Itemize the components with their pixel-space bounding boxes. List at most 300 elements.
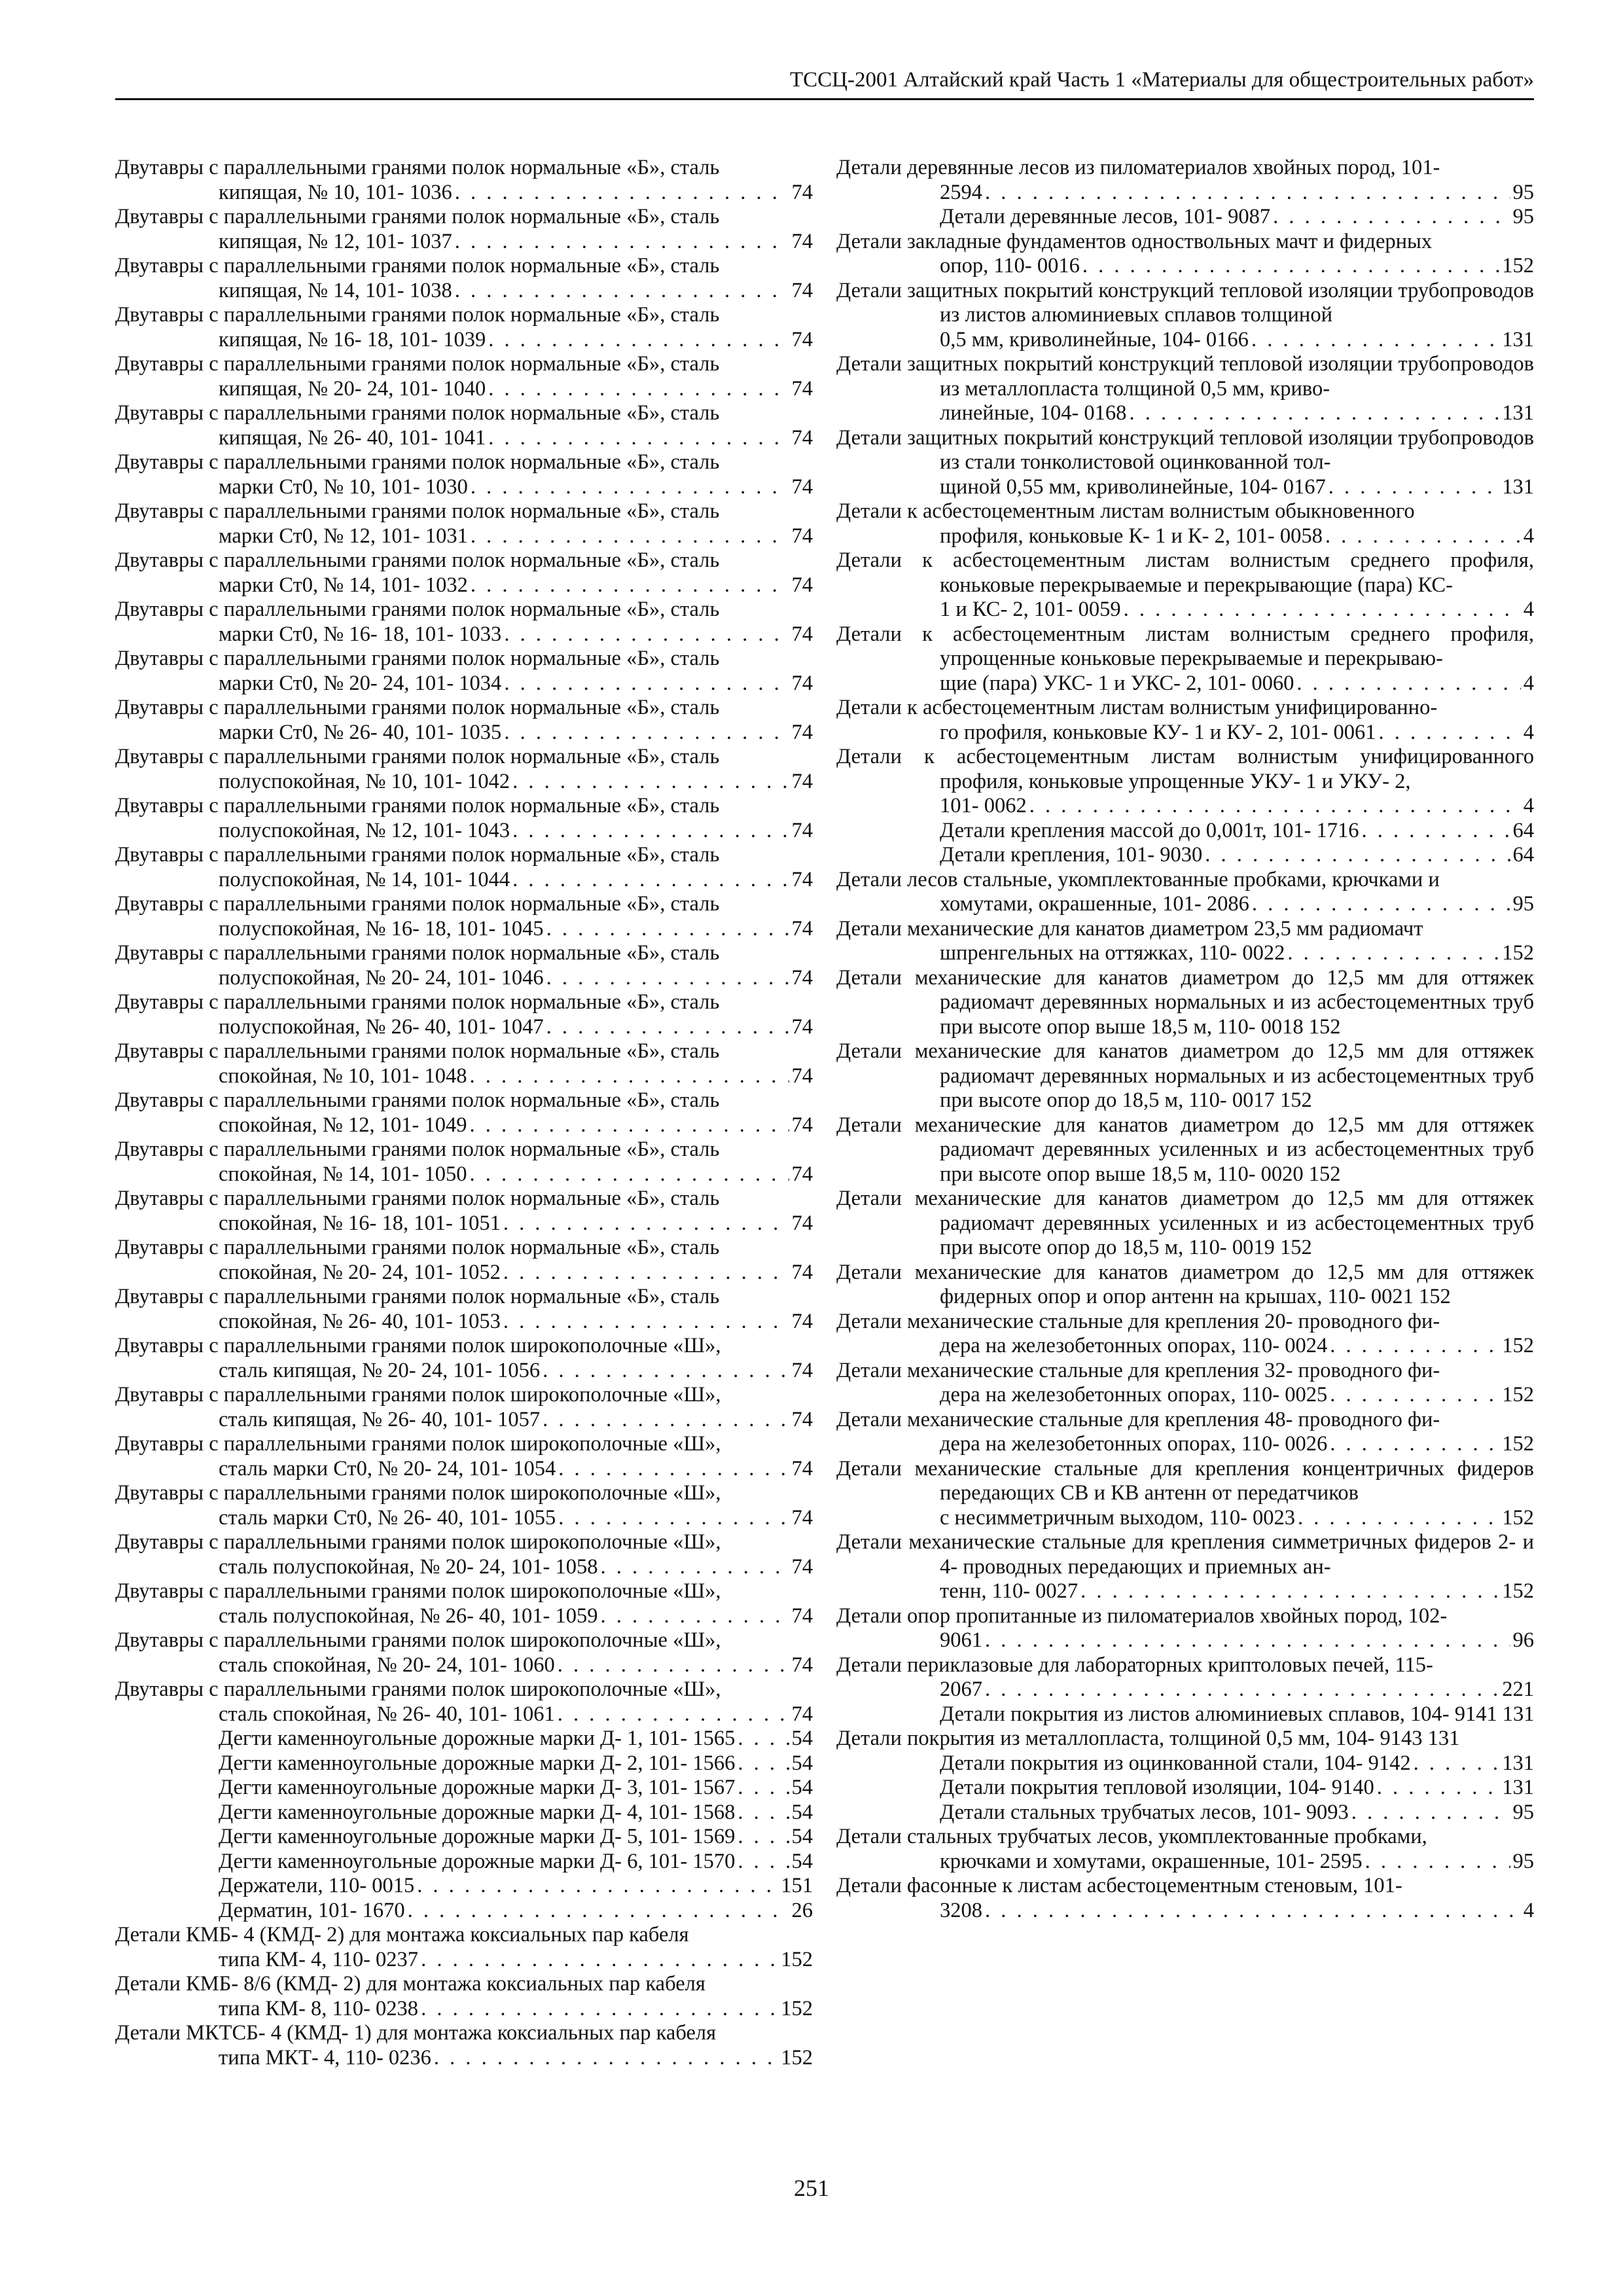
entry-text: Детали защитных покрытий конструкций тепловой изоляции трубопроводов из стали тонколистовой оцинкованной тол- [836, 425, 1534, 474]
entry-last-line: марки Ст0, № 10, 101- 1030 [219, 475, 468, 499]
entry-page-ref: 131 [1502, 327, 1534, 351]
entry-last-line: линейные, 104- 0168 [940, 401, 1127, 425]
entry-page-ref: 221 [1502, 1677, 1534, 1701]
entry-last-line: крючками и хомутами, окрашенные, 101- 2595 [940, 1849, 1363, 1873]
dot-leader [455, 230, 789, 255]
entry-page-ref: 74 [791, 1702, 813, 1726]
dot-leader [1252, 892, 1510, 917]
entry-leader-row [940, 475, 1534, 500]
dot-leader [1330, 1432, 1499, 1457]
dot-leader [600, 1555, 789, 1580]
entry-page-ref: 4 [1523, 524, 1534, 548]
entry-page-ref: 74 [791, 622, 813, 646]
index-entry [115, 941, 813, 990]
entry-leader-row [219, 1850, 813, 1874]
entry-text: Детали механические для канатов диаметром до 12,5 мм для оттяжек фидерных опор и опор антенн на крышах, 110- 0021 152 [836, 1260, 1534, 1308]
entry-last-line: спокойная, № 26- 40, 101- 1053 [219, 1309, 501, 1333]
index-entry [836, 1187, 1534, 1261]
index-entry [115, 1039, 813, 1088]
dot-leader [503, 1211, 789, 1236]
dot-leader [738, 1801, 789, 1825]
dot-leader [1273, 205, 1510, 230]
index-entry [115, 156, 813, 205]
dot-leader [558, 1506, 789, 1531]
entry-leader-row [940, 1801, 1534, 1825]
index-entry [115, 1677, 813, 1727]
entry-last-line: с несимметричным выходом, 110- 0023 [940, 1505, 1296, 1530]
entry-last-line: дера на железобетонных опорах, 110- 0026 [940, 1432, 1328, 1456]
entry-last-line: 9061 [940, 1628, 982, 1652]
entry-leader-row [219, 475, 813, 500]
entry-leader-row [940, 524, 1534, 549]
entry-page-ref: 152 [781, 1947, 813, 1971]
entry-last-line: полуспокойная, № 14, 101- 1044 [219, 867, 510, 891]
dot-leader [738, 1727, 789, 1751]
entry-leader-row [219, 524, 813, 549]
entry-last-line: спокойная, № 10, 101- 1048 [219, 1064, 467, 1088]
dot-leader [434, 2046, 778, 2071]
entry-leader-row [219, 1653, 813, 1678]
index-entry [115, 1825, 813, 1850]
dot-leader [1362, 819, 1510, 844]
entry-last-line: кипящая, № 26- 40, 101- 1041 [219, 425, 486, 450]
entry-last-line: шпренгельных на оттяжках, 110- 0022 [940, 941, 1285, 965]
entry-leader-row [219, 917, 813, 942]
entry-leader-row [219, 721, 813, 745]
entry-page-ref: 131 [1502, 1751, 1534, 1775]
index-entry [836, 1874, 1534, 1923]
entry-last-line: марки Ст0, № 26- 40, 101- 1035 [219, 720, 502, 744]
entry-text: Детали механические стальные для крепления 32- проводного фи- [836, 1358, 1440, 1382]
entry-last-line: дера на железобетонных опорах, 110- 0024 [940, 1334, 1328, 1357]
index-entry [115, 1236, 813, 1285]
dot-leader [1287, 941, 1499, 966]
dot-leader [738, 1825, 789, 1850]
dot-leader [1251, 328, 1499, 353]
index-entry [836, 1261, 1534, 1310]
entry-leader-row [940, 401, 1534, 426]
entry-text: Двутавры с параллельными гранями полок нормальные «Б», сталь [115, 941, 720, 965]
entry-last-line: спокойная, № 12, 101- 1049 [219, 1113, 467, 1137]
index-entry [836, 745, 1534, 819]
entry-text: Двутавры с параллельными гранями полок нормальные «Б», сталь [115, 303, 720, 327]
entry-page-ref: 64 [1512, 818, 1534, 842]
entry-leader-row [219, 1408, 813, 1433]
index-entry [115, 843, 813, 892]
index-entry [836, 1825, 1534, 1874]
entry-leader-row [940, 1850, 1534, 1874]
entry-text: Двутавры с параллельными гранями полок широкополочные «Ш», [115, 1432, 721, 1456]
entry-last-line: сталь кипящая, № 26- 40, 101- 1057 [219, 1407, 541, 1431]
entry-page-ref: 95 [1512, 1800, 1534, 1824]
entry-last-line: 3208 [940, 1898, 982, 1922]
index-entry [836, 230, 1534, 279]
entry-text: Двутавры с параллельными гранями полок нормальные «Б», сталь [115, 450, 720, 474]
index-entry [115, 1579, 813, 1628]
dot-leader [471, 524, 789, 549]
entry-page-ref: 54 [791, 1825, 813, 1848]
entry-leader-row [219, 2046, 813, 2071]
entry-text: Детали механические для канатов диаметром до 12,5 мм для оттяжек радиомачт деревянных нормальных и из асбестоцементных труб при высоте опор до 18,5 м, 110- 0017 152 [836, 1039, 1534, 1112]
index-entry [836, 1113, 1534, 1187]
dot-leader [1365, 1850, 1510, 1874]
entry-page-ref: 95 [1512, 1849, 1534, 1873]
entry-page-ref: 54 [791, 1751, 813, 1775]
entry-leader-row [219, 1825, 813, 1850]
entry-leader-row [219, 328, 813, 353]
index-entry [115, 1383, 813, 1432]
entry-text: Детали к асбестоцементным листам волнистым обыкновенного [836, 499, 1415, 523]
dot-leader [471, 573, 789, 598]
dot-leader [471, 475, 789, 500]
entry-text: Двутавры с параллельными гранями полок нормальные «Б», сталь [115, 794, 720, 817]
entry-last-line: спокойная, № 20- 24, 101- 1052 [219, 1260, 501, 1284]
dot-leader [504, 622, 789, 647]
entry-leader-row [940, 328, 1534, 353]
entry-last-line: спокойная, № 14, 101- 1050 [219, 1162, 467, 1186]
entry-last-line: полуспокойная, № 10, 101- 1042 [219, 769, 510, 793]
entry-page-ref: 4 [1523, 720, 1534, 744]
entry-page-ref: 74 [791, 229, 813, 253]
entry-leader-row [219, 1702, 813, 1727]
entry-text: Детали фасонные к листам асбестоцементным стеновым, 101- [836, 1874, 1402, 1897]
entry-leader-row [219, 377, 813, 402]
entry-leader-row [940, 205, 1534, 230]
index-entry [115, 1530, 813, 1579]
index-entry [115, 1972, 813, 2021]
index-entry [836, 1604, 1534, 1653]
entry-page-ref: 74 [791, 1653, 813, 1677]
entry-last-line: марки Ст0, № 14, 101- 1032 [219, 573, 468, 597]
entry-page-ref: 151 [781, 1874, 813, 1897]
entry-page-ref: 74 [791, 867, 813, 891]
index-entry [836, 1457, 1534, 1531]
entry-page-ref: 74 [791, 818, 813, 842]
index-entry [836, 352, 1534, 426]
entry-leader-row [940, 598, 1534, 622]
index-entry [115, 1481, 813, 1530]
entry-page-ref: 26 [791, 1898, 813, 1922]
dot-leader [543, 1359, 789, 1384]
dot-leader [512, 770, 789, 795]
entry-leader-row [940, 1776, 1534, 1801]
entry-leader-row [940, 1579, 1534, 1604]
dot-leader [469, 1162, 789, 1187]
dot-leader [738, 1751, 789, 1776]
entry-last-line: Дерматин, 101- 1670 [219, 1898, 405, 1922]
index-entry [115, 696, 813, 745]
index-entry [836, 917, 1534, 966]
entry-last-line: кипящая, № 16- 18, 101- 1039 [219, 327, 486, 351]
entry-page-ref: 74 [791, 916, 813, 941]
entry-page-ref: 74 [791, 1456, 813, 1480]
entry-page-ref: 152 [781, 2045, 813, 2070]
dot-leader [1129, 401, 1499, 426]
entry-page-ref: 4 [1523, 598, 1534, 621]
entry-page-ref: 4 [1523, 794, 1534, 817]
index-entry [115, 990, 813, 1039]
entry-last-line: полуспокойная, № 26- 40, 101- 1047 [219, 1014, 544, 1039]
dot-leader [1414, 1751, 1500, 1776]
index-entry [115, 2021, 813, 2070]
entry-text: Двутавры с параллельными гранями полок нормальные «Б», сталь [115, 352, 720, 376]
entry-text: Детали к асбестоцементным листам волнистым унифицированно- [836, 696, 1438, 719]
entry-text: Двутавры с параллельными гранями полок нормальные «Б», сталь [115, 499, 720, 523]
entry-page-ref: 74 [791, 965, 813, 990]
index-entry [115, 548, 813, 598]
entry-last-line: Детали покрытия из оцинкованной стали, 104- 9142 [940, 1751, 1411, 1775]
entry-last-line: сталь марки Ст0, № 26- 40, 101- 1055 [219, 1505, 556, 1530]
index-entry [836, 1530, 1534, 1604]
entry-text: Детали механические для канатов диаметром 23,5 мм радиомачт [836, 916, 1423, 941]
dot-leader [503, 1261, 789, 1285]
entry-page-ref: 74 [791, 1064, 813, 1088]
entry-leader-row [940, 941, 1534, 966]
entry-last-line: опор, 110- 0016 [940, 254, 1080, 278]
entry-page-ref: 131 [1502, 475, 1534, 499]
entry-last-line: профиля, коньковые К- 1 и К- 2, 101- 0058 [940, 524, 1323, 548]
entry-text: Детали к асбестоцементным листам волнистым унифицированного профиля, коньковые упрощенные УКУ- 1 и УКУ- 2, [836, 745, 1534, 793]
entry-leader-row [219, 1015, 813, 1040]
index-entry [115, 1923, 813, 1972]
entry-page-ref: 74 [791, 1162, 813, 1186]
entry-last-line: Дегти каменноугольные дорожные марки Д- 4, 101- 1568 [219, 1800, 736, 1824]
dot-leader [1325, 524, 1521, 549]
entry-last-line: Детали покрытия из листов алюминиевых сплавов, 104- 9141 [940, 1702, 1497, 1726]
entry-text: Двутавры с параллельными гранями полок нормальные «Б», сталь [115, 745, 720, 768]
entry-page-ref: 131 [1502, 1702, 1535, 1726]
index-entry [115, 352, 813, 401]
running-header [115, 65, 1534, 100]
entry-leader-row [219, 770, 813, 795]
entry-last-line: кипящая, № 10, 101- 1036 [219, 180, 452, 204]
entry-text: Двутавры с параллельными гранями полок нормальные «Б», сталь [115, 598, 720, 621]
entry-text: Детали механические для канатов диаметром до 12,5 мм для оттяжек радиомачт деревянных усиленных и из асбестоцементных труб при высоте опор выше 18,5 м, 110- 0020 152 [836, 1113, 1534, 1186]
entry-last-line: 2594 [940, 180, 982, 204]
entry-text: Двутавры с параллельными гранями полок нормальные «Б», сталь [115, 1088, 720, 1112]
entry-page-ref: 74 [791, 1211, 813, 1235]
dot-leader [488, 328, 789, 353]
entry-text: Двутавры с параллельными гранями полок нормальные «Б», сталь [115, 892, 720, 916]
entry-page-ref: 74 [791, 720, 813, 744]
entry-last-line: Держатели, 110- 0015 [219, 1874, 415, 1897]
entry-last-line: марки Ст0, № 16- 18, 101- 1033 [219, 622, 502, 646]
entry-text: Детали механические стальные для крепления 20- проводного фи- [836, 1309, 1440, 1333]
dot-leader [504, 721, 789, 745]
entry-last-line: 0,5 мм, криволинейные, 104- 0166 [940, 327, 1249, 351]
entry-page-ref: 74 [791, 769, 813, 793]
entry-text: Двутавры с параллельными гранями полок нормальные «Б», сталь [115, 548, 720, 572]
entry-page-ref: 131 [1502, 401, 1534, 425]
dot-leader [488, 377, 789, 402]
entry-last-line: спокойная, № 16- 18, 101- 1051 [219, 1211, 501, 1235]
entry-text: Детали к асбестоцементным листам волнистым среднего профиля, коньковые перекрываемые и перекрывающие (пара) КС- [836, 548, 1534, 597]
entry-text: Двутавры с параллельными гранями полок широкополочные «Ш», [115, 1628, 721, 1652]
entry-last-line: тенн, 110- 0027 [940, 1579, 1079, 1603]
entry-leader-row [940, 892, 1534, 917]
entry-leader-row [219, 230, 813, 255]
entry-text: Двутавры с параллельными гранями полок нормальные «Б», сталь [115, 1285, 720, 1308]
dot-leader [421, 1997, 778, 2022]
entry-text: Двутавры с параллельными гранями полок нормальные «Б», сталь [115, 254, 720, 278]
entry-last-line: Дегти каменноугольные дорожные марки Д- 5, 101- 1569 [219, 1825, 736, 1848]
entry-last-line: кипящая, № 12, 101- 1037 [219, 229, 452, 253]
entry-page-ref: 74 [791, 1505, 813, 1530]
entry-page-ref: 74 [791, 573, 813, 597]
entry-last-line: щие (пара) УКС- 1 и УКС- 2, 101- 0060 [940, 671, 1294, 695]
entry-last-line: полуспокойная, № 12, 101- 1043 [219, 818, 510, 842]
entry-last-line: типа МКТ- 4, 110- 0236 [219, 2045, 431, 2070]
entry-text: Двутавры с параллельными гранями полок широкополочные «Ш», [115, 1334, 721, 1357]
entry-leader-row [940, 1628, 1534, 1653]
entry-last-line: го профиля, коньковые КУ- 1 и КУ- 2, 101- 0061 [940, 720, 1376, 744]
entry-last-line: кипящая, № 14, 101- 1038 [219, 278, 452, 302]
entry-text: Детали механические для канатов диаметром до 12,5 мм для оттяжек радиомачт деревянных нормальных и из асбестоцементных труб при высоте опор выше 18,5 м, 110- 0018 152 [836, 965, 1534, 1039]
dot-leader [985, 1677, 1499, 1702]
index-entry [115, 1874, 813, 1899]
index-entry [115, 499, 813, 548]
entry-page-ref: 74 [791, 1260, 813, 1284]
dot-leader [600, 1604, 789, 1629]
entry-leader-row [219, 1555, 813, 1580]
entry-last-line: щиной 0,55 мм, криволинейные, 104- 0167 [940, 475, 1326, 499]
entry-text: Детали защитных покрытий конструкций тепловой изоляции трубопроводов из металлопласта толщиной 0,5 мм, криво- [836, 352, 1534, 401]
dot-leader [1296, 672, 1520, 696]
index-entry [115, 254, 813, 303]
index-entry [836, 499, 1534, 548]
entry-last-line: Дегти каменноугольные дорожные марки Д- 3, 101- 1567 [219, 1776, 736, 1799]
entry-page-ref: 4 [1523, 671, 1534, 695]
entry-leader-row [940, 843, 1534, 868]
index-entry [836, 622, 1534, 696]
entry-text: Двутавры с параллельными гранями полок широкополочные «Ш», [115, 1481, 721, 1505]
entry-last-line: Дегти каменноугольные дорожные марки Д- 1, 101- 1565 [219, 1727, 736, 1750]
entry-last-line: Детали крепления, 101- 9030 [940, 843, 1203, 867]
index-entry [115, 1727, 813, 1751]
entry-text: Двутавры с параллельными гранями полок широкополочные «Ш», [115, 1383, 721, 1407]
dot-leader [488, 426, 789, 451]
index-entry [836, 819, 1534, 844]
entry-last-line: сталь полуспокойная, № 20- 24, 101- 1058 [219, 1554, 598, 1579]
index-entry [115, 1285, 813, 1334]
entry-page-ref: 74 [791, 278, 813, 302]
entry-page-ref: 74 [791, 524, 813, 548]
index-entry [836, 1751, 1534, 1776]
dot-leader [469, 1064, 789, 1089]
index-entry [836, 156, 1534, 205]
index-entry [115, 401, 813, 450]
entry-last-line: 101- 0062 [940, 794, 1027, 817]
entry-text: Двутавры с параллельными гранями полок нормальные «Б», сталь [115, 1039, 720, 1063]
entry-last-line: Детали деревянные лесов, 101- 9087 [940, 205, 1271, 228]
entry-last-line: сталь спокойная, № 26- 40, 101- 1061 [219, 1702, 555, 1726]
dot-leader [503, 1310, 789, 1335]
dot-leader [512, 819, 789, 844]
index-entry [115, 1801, 813, 1825]
index-entry [115, 1334, 813, 1383]
entry-leader-row [219, 1776, 813, 1801]
entry-page-ref: 152 [1502, 1579, 1534, 1603]
entry-leader-row [219, 1506, 813, 1531]
dot-leader [1378, 721, 1520, 745]
entry-page-ref: 152 [781, 1996, 813, 2020]
entry-text: Детали механические стальные для крепления симметричных фидеров 2- и 4- проводных передающих и приемных ан- [836, 1530, 1534, 1579]
entry-text: Двутавры с параллельными гранями полок нормальные «Б», сталь [115, 401, 720, 425]
entry-page-ref: 74 [791, 1407, 813, 1431]
entry-text: Двутавры с параллельными гранями полок нормальные «Б», сталь [115, 156, 720, 179]
entry-leader-row [219, 1162, 813, 1187]
index-entry [115, 1187, 813, 1236]
index-column-left [115, 156, 813, 2070]
index-entry [836, 1408, 1534, 1457]
entry-leader-row [219, 1727, 813, 1751]
entry-leader-row [219, 1211, 813, 1236]
dot-leader [738, 1776, 789, 1801]
entry-page-ref: 64 [1512, 843, 1534, 867]
index-entry [115, 647, 813, 696]
entry-text: Детали периклазовые для лабораторных криптоловых печей, 115- [836, 1653, 1433, 1677]
index-entry [115, 205, 813, 254]
index-entry [836, 1359, 1534, 1408]
index-column-right [836, 156, 1534, 1923]
entry-page-ref: 152 [1502, 254, 1534, 278]
entry-page-ref: 74 [791, 475, 813, 499]
entry-last-line: полуспокойная, № 16- 18, 101- 1045 [219, 916, 544, 941]
entry-page-ref: 96 [1512, 1628, 1534, 1652]
entry-text: Детали лесов стальные, укомплектованные пробками, крючками и [836, 867, 1440, 891]
entry-leader-row [940, 1506, 1534, 1531]
entry-page-ref: 74 [791, 327, 813, 351]
index-entry [115, 1628, 813, 1677]
entry-leader-row [219, 279, 813, 304]
dot-leader [421, 1948, 778, 1973]
entry-text: Детали механические стальные для крепления 48- проводного фи- [836, 1407, 1440, 1431]
dot-leader [558, 1653, 789, 1678]
entry-leader-row [219, 1751, 813, 1776]
entry-page-ref: 95 [1512, 205, 1534, 228]
entry-last-line: Детали стальных трубчатых лесов, 101- 9093 [940, 1800, 1349, 1824]
entry-leader-row [219, 1997, 813, 2022]
entry-leader-row [940, 1432, 1534, 1457]
entry-page-ref: 74 [791, 1014, 813, 1039]
entry-page-ref: 95 [1512, 892, 1534, 916]
entry-leader-row [940, 721, 1534, 745]
index-entry [836, 696, 1534, 745]
entry-last-line: хомутами, окрашенные, 101- 2086 [940, 892, 1249, 916]
entry-page-ref: 152 [1502, 1432, 1534, 1456]
entry-text: Детали механические стальные для крепления концентричных фидеров передающих СВ и КВ антенн от передатчиков [836, 1456, 1534, 1505]
entry-leader-row [219, 819, 813, 844]
index-entry [836, 279, 1534, 353]
entry-page-ref: 74 [791, 1113, 813, 1137]
dot-leader [1330, 1334, 1499, 1359]
dot-leader [985, 1628, 1510, 1653]
entry-last-line: дера на железобетонных опорах, 110- 0025 [940, 1383, 1328, 1407]
entry-leader-row [219, 181, 813, 206]
entry-last-line: сталь кипящая, № 20- 24, 101- 1056 [219, 1358, 541, 1382]
index-entry [115, 1850, 813, 1874]
entry-last-line: типа КМ- 4, 110- 0237 [219, 1947, 419, 1971]
entry-text: Двутавры с параллельными гранями полок нормальные «Б», сталь [115, 696, 720, 719]
entry-leader-row [940, 1383, 1534, 1408]
index-entry [836, 966, 1534, 1040]
entry-leader-row [940, 1899, 1534, 1924]
index-entry [115, 745, 813, 794]
entry-leader-row [219, 1457, 813, 1482]
entry-leader-row [219, 1604, 813, 1629]
entry-leader-row [940, 672, 1534, 696]
index-entry [115, 794, 813, 843]
